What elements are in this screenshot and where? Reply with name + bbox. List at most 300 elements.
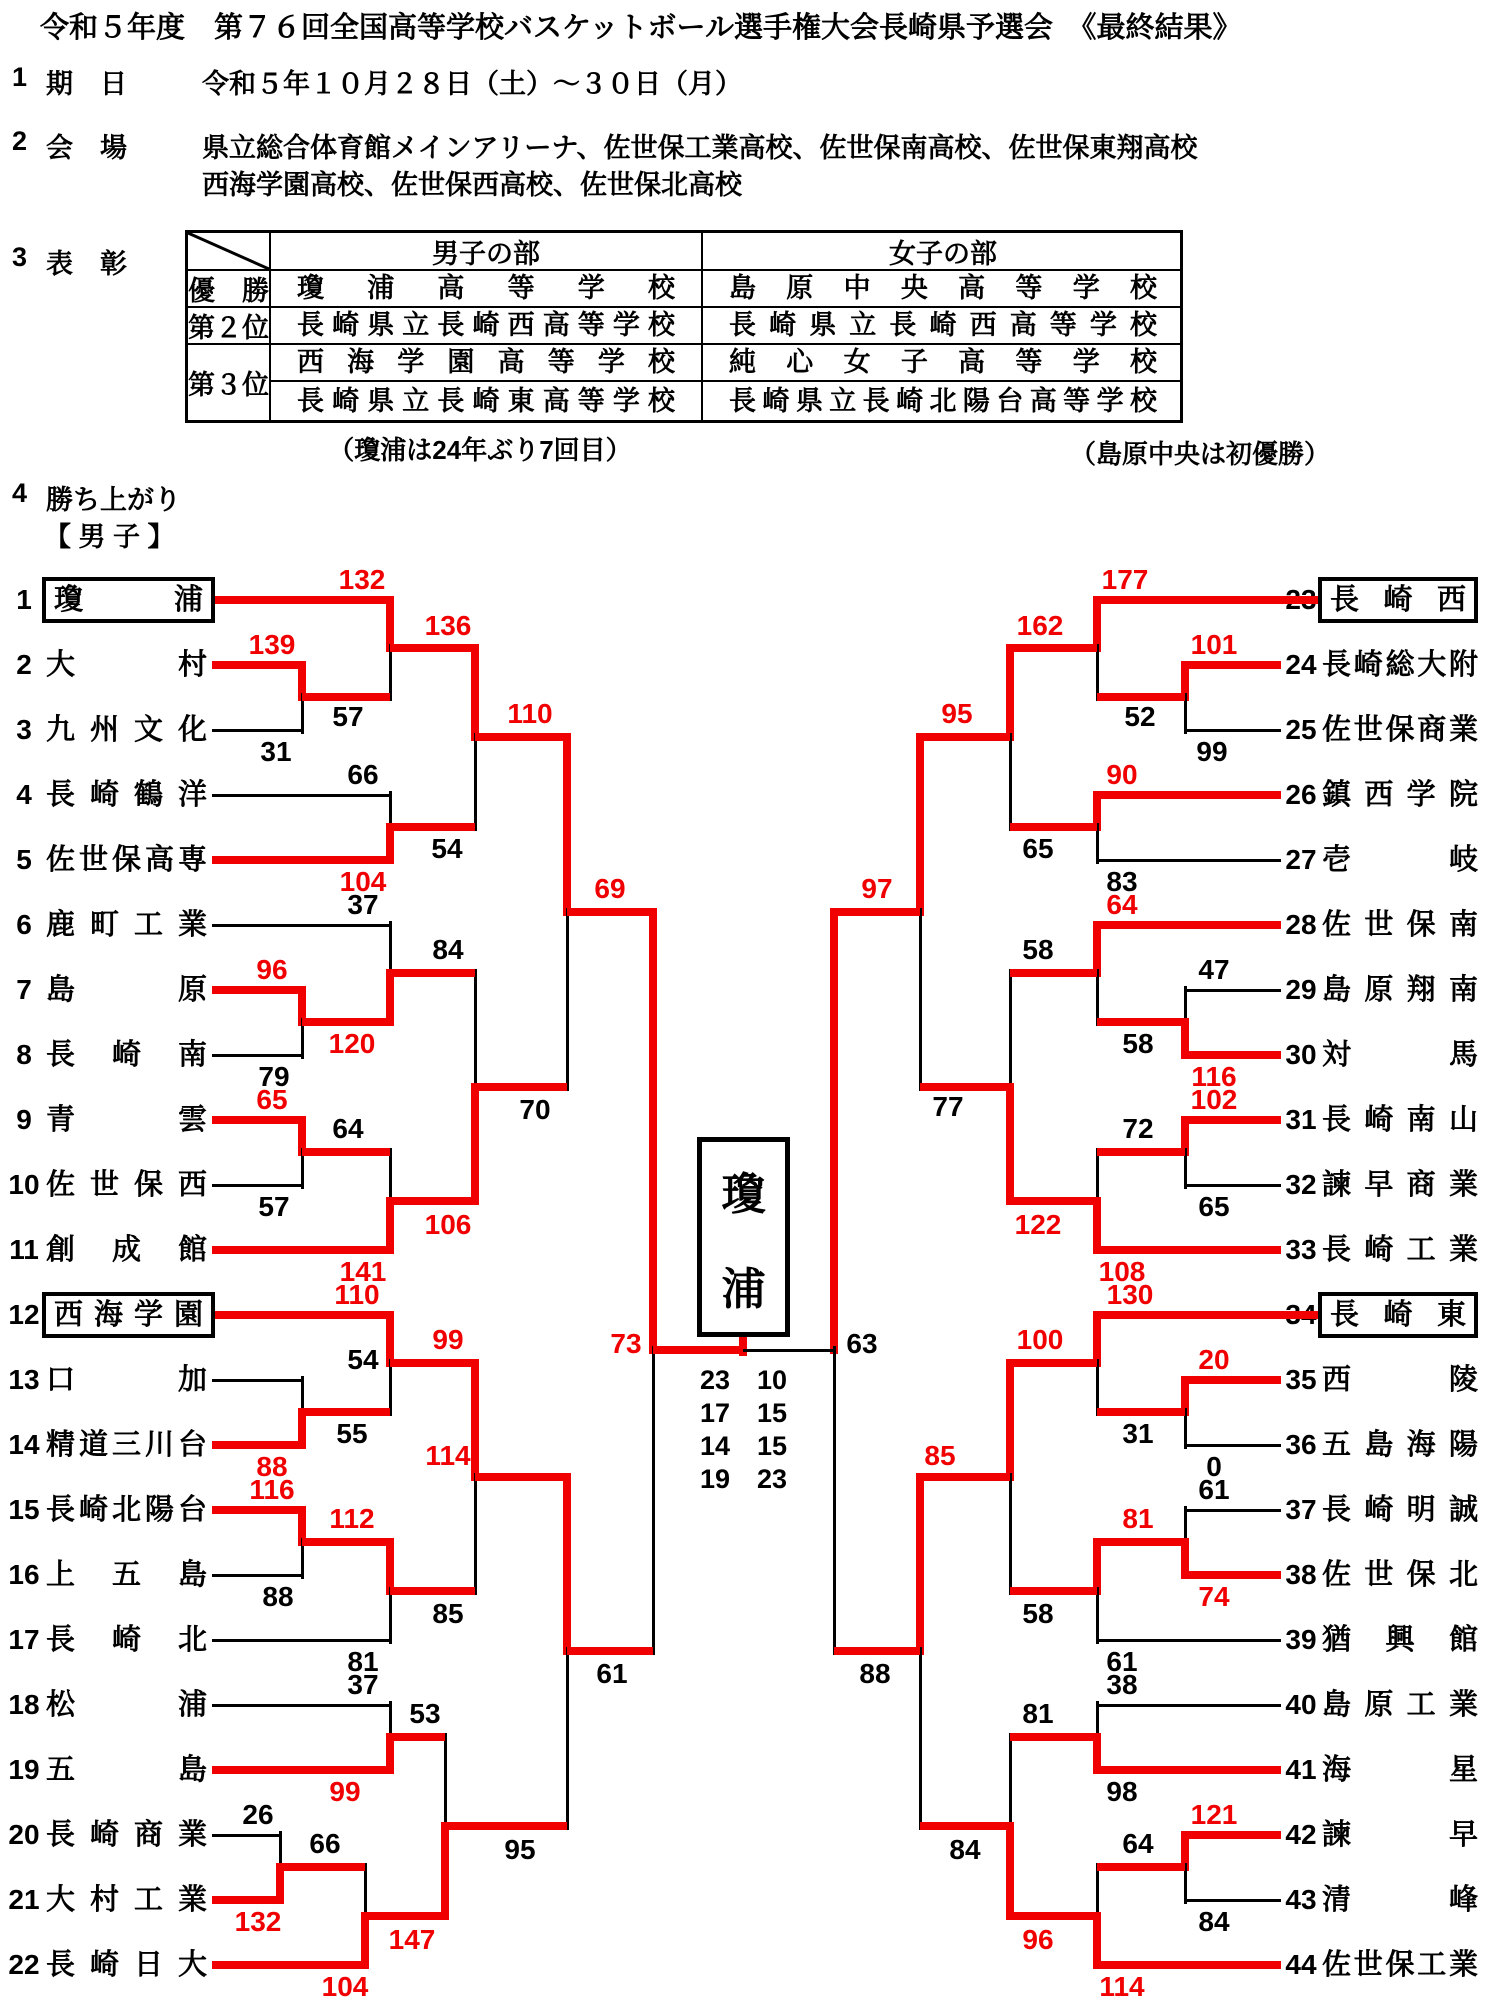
team-box xyxy=(1318,577,1478,623)
team-name: 猶興館 xyxy=(1322,1624,1478,1656)
bracket-line xyxy=(302,1018,390,1026)
bracket-line xyxy=(390,1587,475,1595)
bracket-line xyxy=(474,1473,477,1595)
bracket-line xyxy=(1185,1184,1281,1187)
score-label: 85 xyxy=(924,1440,956,1471)
team-number: 7 xyxy=(16,974,32,1005)
score-label: 84 xyxy=(949,1834,981,1865)
team-number: 43 xyxy=(1285,1884,1317,1915)
bracket-line xyxy=(474,969,477,1091)
bracket-line xyxy=(212,794,390,797)
venue-section-number: 2 xyxy=(12,126,28,156)
team-number: 24 xyxy=(1285,649,1317,680)
score-label: 122 xyxy=(1014,1209,1062,1240)
score-label: 55 xyxy=(336,1418,368,1449)
team-name: 長崎西 xyxy=(1330,584,1466,616)
quarter-score-value: 10 xyxy=(756,1365,787,1395)
score-label: 61 xyxy=(1106,1646,1138,1677)
team-name: 大村 xyxy=(46,649,207,681)
bracket-line xyxy=(212,1766,390,1774)
team-name: 佐世保南 xyxy=(1322,909,1478,941)
team-number: 12 xyxy=(8,1299,40,1330)
quarter-score-value: 14 xyxy=(700,1431,731,1461)
bracket-line xyxy=(1097,1961,1281,1969)
bracket-line xyxy=(390,644,475,652)
team-number: 35 xyxy=(1285,1364,1317,1395)
team-name: 佐世保商業 xyxy=(1322,714,1478,746)
bracket-line xyxy=(1185,1571,1281,1579)
team-name: 佐世保北 xyxy=(1322,1559,1478,1591)
bracket-line xyxy=(302,693,390,701)
team-name: 佐世保工業 xyxy=(1322,1949,1478,1981)
team-name: 長崎日大 xyxy=(46,1949,207,1981)
score-label: 99 xyxy=(432,1324,464,1355)
caption-men: （瓊浦は24年ぶり7回目） xyxy=(328,435,632,465)
team-number: 33 xyxy=(1285,1234,1317,1265)
score-label: 177 xyxy=(1101,564,1149,595)
score-label: 52 xyxy=(1124,701,1156,732)
awards-women-1: 島原中央高等学校 xyxy=(703,271,1183,308)
team-name: 長崎北 xyxy=(46,1624,207,1656)
awards-women-3b: 長崎県立長崎北陽台高等学校 xyxy=(729,385,1157,416)
bracket-line xyxy=(1097,1018,1185,1026)
score-label: 65 xyxy=(1022,833,1054,864)
bracket-line xyxy=(471,1083,479,1205)
score-label: 116 xyxy=(1191,1061,1237,1092)
team-name: 長崎商業 xyxy=(46,1819,207,1851)
team-number: 22 xyxy=(8,1949,40,1980)
score-label: 64 xyxy=(332,1113,364,1144)
team-number: 41 xyxy=(1285,1754,1317,1785)
bracket-line xyxy=(1185,989,1281,992)
score-label: 98 xyxy=(1106,1776,1138,1807)
awards-rank-1: 優 勝 xyxy=(188,271,271,308)
team-number: 37 xyxy=(1285,1494,1317,1525)
bracket-line xyxy=(1097,921,1281,929)
score-label: 61 xyxy=(1198,1474,1230,1505)
bracket-line xyxy=(474,733,477,831)
team-number: 4 xyxy=(16,779,32,810)
team-name: 清峰 xyxy=(1322,1884,1478,1916)
bracket-line xyxy=(1097,596,1318,604)
team-name: 佐世保西 xyxy=(46,1169,207,1201)
quarter-score-value: 17 xyxy=(700,1398,731,1428)
team-number: 18 xyxy=(8,1689,40,1720)
score-label: 88 xyxy=(256,1451,288,1482)
awards-rank-2: 第２位 xyxy=(188,308,271,345)
team-number: 38 xyxy=(1285,1559,1317,1590)
team-name: 西海学園 xyxy=(54,1299,203,1331)
bracket-line xyxy=(1097,1148,1185,1156)
awards-men-3b: 長崎県立長崎東高等学校 xyxy=(271,382,703,420)
score-label: 95 xyxy=(941,698,973,729)
quarter-score-value: 23 xyxy=(756,1464,787,1494)
team-name: 海星 xyxy=(1322,1754,1478,1786)
score-label: 64 xyxy=(1122,1828,1154,1859)
bracket-line xyxy=(653,1346,747,1354)
score-label: 70 xyxy=(519,1094,551,1125)
bracket-line xyxy=(1010,644,1097,652)
bracket-line xyxy=(390,1359,475,1367)
bracket-line xyxy=(1097,1246,1281,1254)
score-label: 81 xyxy=(1022,1698,1054,1729)
score-label: 61 xyxy=(596,1658,628,1689)
team-number: 20 xyxy=(8,1819,40,1850)
bracket-line xyxy=(743,1349,834,1352)
score-label: 81 xyxy=(1122,1503,1154,1534)
team-name: 対馬 xyxy=(1322,1039,1478,1071)
team-name: 五島海陽 xyxy=(1322,1429,1478,1461)
bracket-line xyxy=(365,1912,445,1920)
team-number: 11 xyxy=(9,1234,39,1265)
score-label: 95 xyxy=(504,1834,536,1865)
bracket-line xyxy=(1009,1733,1012,1830)
score-label: 54 xyxy=(431,833,463,864)
bracket-line xyxy=(1097,859,1281,862)
bracket-line xyxy=(1097,693,1185,701)
score-label: 147 xyxy=(388,1924,436,1955)
team-number: 36 xyxy=(1285,1429,1317,1460)
bracket-line xyxy=(563,733,571,916)
bracket-line xyxy=(212,1054,302,1057)
results-section-number: 4 xyxy=(12,478,28,508)
score-label: 121 xyxy=(1190,1799,1238,1830)
score-label: 110 xyxy=(507,698,553,729)
awards-section-label: 表 彰 xyxy=(46,249,127,279)
score-label: 57 xyxy=(258,1191,290,1222)
team-number: 31 xyxy=(1285,1104,1317,1135)
awards-women-3a: 純心女子高等学校 xyxy=(703,345,1183,382)
score-label: 31 xyxy=(1122,1418,1154,1449)
bracket-line xyxy=(471,1359,479,1481)
bracket-line xyxy=(1009,969,1012,1091)
team-number: 14 xyxy=(8,1429,40,1460)
team-number: 3 xyxy=(16,714,32,745)
score-label: 99 xyxy=(329,1776,361,1807)
score-label: 65 xyxy=(1198,1191,1230,1222)
bracket-line xyxy=(566,908,569,1091)
bracket-line xyxy=(471,644,479,741)
score-label: 132 xyxy=(234,1906,282,1937)
score-label: 99 xyxy=(1196,736,1228,767)
score-label: 83 xyxy=(1106,866,1138,897)
bracket-line xyxy=(833,1346,836,1655)
bracket-line xyxy=(475,1083,567,1091)
team-name: 松浦 xyxy=(46,1689,207,1721)
bracket-line xyxy=(830,908,838,1354)
bracket-line xyxy=(1010,823,1097,831)
score-label: 47 xyxy=(1198,954,1230,985)
score-label: 72 xyxy=(1122,1113,1154,1144)
bracket-line xyxy=(389,1587,392,1644)
bracket-line xyxy=(1010,1587,1097,1595)
score-label: 101 xyxy=(1190,629,1238,660)
bracket-line xyxy=(834,1647,920,1655)
team-name: 長崎総大附 xyxy=(1322,649,1478,681)
bracket-line xyxy=(916,1473,924,1655)
quarter-score-value: 23 xyxy=(700,1365,731,1395)
bracket-line xyxy=(212,1506,302,1514)
bracket-line xyxy=(1185,1831,1281,1839)
bracket-line xyxy=(212,1574,302,1577)
team-name: 鹿町工業 xyxy=(46,909,207,941)
venue-line-2: 西海学園高校、佐世保西高校、佐世保北高校 xyxy=(202,170,742,200)
score-label: 102 xyxy=(1190,1084,1238,1115)
team-name: 長崎鶴洋 xyxy=(46,779,207,811)
team-name: 長崎工業 xyxy=(1322,1234,1478,1266)
score-label: 112 xyxy=(329,1503,375,1534)
diagonal-line xyxy=(188,233,269,269)
score-label: 26 xyxy=(242,1799,274,1830)
team-number: 5 xyxy=(16,844,32,875)
team-name: 諫早 xyxy=(1322,1819,1478,1851)
team-name: 長崎北陽台 xyxy=(46,1494,207,1526)
awards-women-2: 長崎県立長崎西高等学校 xyxy=(703,308,1183,345)
bracket-line xyxy=(444,1733,447,1830)
quarter-score-value: 15 xyxy=(756,1431,787,1461)
bracket-line xyxy=(1097,1863,1185,1871)
score-label: 37 xyxy=(347,889,379,920)
team-number: 30 xyxy=(1285,1039,1317,1070)
bracket-line xyxy=(1185,1051,1281,1059)
bracket-line xyxy=(280,1863,365,1871)
team-name: 島原 xyxy=(46,974,207,1006)
team-number: 13 xyxy=(8,1364,40,1395)
bracket-line xyxy=(1185,1376,1281,1384)
score-label: 114 xyxy=(1099,1971,1145,2000)
bracket-line xyxy=(212,1441,302,1449)
bracket-line xyxy=(649,908,657,1354)
score-label: 31 xyxy=(260,736,292,767)
team-name: 九州文化 xyxy=(46,714,207,746)
team-number: 26 xyxy=(1285,779,1317,810)
bracket-line xyxy=(1006,1359,1014,1481)
score-label: 54 xyxy=(347,1344,379,1375)
bracket-line xyxy=(563,1473,571,1655)
bracket-line xyxy=(567,908,653,916)
awards-corner-cell xyxy=(188,233,271,271)
bracket-line xyxy=(212,1379,302,1382)
team-number: 17 xyxy=(8,1624,40,1655)
team-name: 創成館 xyxy=(46,1234,207,1266)
score-label: 0 xyxy=(1206,1451,1222,1482)
score-label: 139 xyxy=(248,629,296,660)
awards-men-3a: 西海学園高等学校 xyxy=(271,345,703,382)
score-label: 97 xyxy=(861,873,893,904)
bracket-line xyxy=(1096,1587,1099,1644)
awards-men-1: 瓊浦高等学校 xyxy=(271,271,703,308)
team-box xyxy=(42,577,215,623)
bracket-line xyxy=(920,1083,1010,1091)
score-label: 65 xyxy=(256,1084,288,1115)
team-number: 21 xyxy=(8,1884,40,1915)
champion-box xyxy=(697,1137,790,1337)
team-number: 42 xyxy=(1285,1819,1317,1850)
score-label: 90 xyxy=(1106,759,1138,790)
awards-header-women: 女子の部 xyxy=(703,233,1183,271)
bracket-line xyxy=(212,856,390,864)
quarter-score-value: 15 xyxy=(756,1398,787,1428)
bracket-line xyxy=(212,1704,390,1707)
quarter-score-row xyxy=(694,1364,793,1397)
team-number: 40 xyxy=(1285,1689,1317,1720)
bracket-line xyxy=(1009,1473,1012,1595)
team-number: 9 xyxy=(16,1104,32,1135)
page-title: 令和５年度 第７６回全国高等学校バスケットボール選手権大会長崎県予選会 《最終結果》 xyxy=(40,12,1242,44)
team-number: 29 xyxy=(1285,974,1317,1005)
caption-women: （島原中央は初優勝） xyxy=(1069,439,1331,469)
score-label: 120 xyxy=(328,1028,376,1059)
bracket-line xyxy=(1185,661,1281,669)
team-name: 長崎南 xyxy=(46,1039,207,1071)
bracket-line xyxy=(1009,733,1012,831)
champion-name-char: 瓊 xyxy=(721,1169,766,1219)
team-name: 島原翔南 xyxy=(1322,974,1478,1006)
score-label: 69 xyxy=(594,873,626,904)
team-name: 佐世保高専 xyxy=(46,844,207,876)
date-value: 令和５年１０月２８日（土）～３０日（月） xyxy=(202,69,742,99)
bracket-line xyxy=(1185,1509,1281,1512)
bracket-line xyxy=(212,924,390,927)
score-label: 64 xyxy=(1106,889,1138,920)
bracket-line xyxy=(1097,1639,1281,1642)
bracket-line xyxy=(1010,969,1097,977)
bracket-line xyxy=(1010,1912,1097,1920)
bracket-line xyxy=(652,1346,655,1655)
score-label: 114 xyxy=(425,1440,471,1471)
bracket-line xyxy=(212,1184,302,1187)
awards-men-2: 長崎県立長崎西高等学校 xyxy=(271,308,703,345)
team-number: 6 xyxy=(16,909,32,940)
score-label: 38 xyxy=(1106,1669,1138,1700)
bracket-line xyxy=(1097,1538,1185,1546)
score-label: 132 xyxy=(338,564,386,595)
score-label: 77 xyxy=(932,1091,964,1122)
bracket-line xyxy=(1185,1899,1281,1902)
bracket-line xyxy=(215,596,390,604)
team-name: 口加 xyxy=(46,1364,207,1396)
bracket-line xyxy=(445,1822,567,1830)
bracket-line xyxy=(1185,729,1281,732)
score-label: 96 xyxy=(256,954,288,985)
team-name: 諫早商業 xyxy=(1322,1169,1478,1201)
bracket-line xyxy=(1185,1444,1281,1447)
score-label: 85 xyxy=(432,1598,464,1629)
bracket-line xyxy=(1097,791,1281,799)
team-number: 19 xyxy=(8,1754,40,1785)
team-name: 鎮西学院 xyxy=(1322,779,1478,811)
bracket-line xyxy=(302,1538,390,1546)
bracket-line xyxy=(212,1116,302,1124)
bracket-line xyxy=(1185,1116,1281,1124)
bracket-line xyxy=(1097,1704,1281,1707)
team-number: 15 xyxy=(8,1494,40,1525)
score-label: 84 xyxy=(1198,1906,1230,1937)
quarter-score-row xyxy=(694,1397,793,1430)
score-label: 79 xyxy=(258,1061,290,1092)
team-name: 瓊浦 xyxy=(54,584,203,616)
score-label: 66 xyxy=(347,759,379,790)
bracket-line xyxy=(1006,1083,1014,1205)
score-label: 106 xyxy=(424,1209,472,1240)
results-section-label: 勝ち上がり xyxy=(46,485,181,515)
team-number: 27 xyxy=(1285,844,1317,875)
score-label: 20 xyxy=(1198,1344,1230,1375)
bracket-line xyxy=(215,1311,390,1319)
score-label: 100 xyxy=(1016,1324,1064,1355)
final-quarter-scores xyxy=(694,1364,793,1496)
score-label: 96 xyxy=(1022,1924,1054,1955)
bracket-line xyxy=(212,1961,365,1969)
score-label: 162 xyxy=(1016,610,1064,641)
score-label: 81 xyxy=(347,1646,379,1677)
bracket-line xyxy=(302,1408,390,1416)
team-name: 長崎東 xyxy=(1330,1299,1466,1331)
quarter-score-value: 19 xyxy=(700,1464,731,1494)
score-label: 88 xyxy=(859,1658,891,1689)
team-name: 大村工業 xyxy=(46,1884,207,1916)
team-number: 32 xyxy=(1285,1169,1317,1200)
score-label: 58 xyxy=(1122,1028,1154,1059)
team-name: 西陵 xyxy=(1322,1364,1478,1396)
score-label: 74 xyxy=(1198,1581,1230,1612)
team-box xyxy=(1318,1292,1478,1338)
team-number: 25 xyxy=(1285,714,1317,745)
bracket-line xyxy=(212,1834,280,1837)
venue-line-1: 県立総合体育館メインアリーナ、佐世保工業高校、佐世保南高校、佐世保東翔高校 xyxy=(202,133,1198,163)
quarter-score-row xyxy=(694,1430,793,1463)
awards-rank-3: 第３位 xyxy=(188,345,271,420)
results-division-label: 【 男 子 】 xyxy=(44,522,175,552)
bracket-line xyxy=(390,1197,475,1205)
team-number: 44 xyxy=(1285,1949,1317,1980)
team-box xyxy=(42,1292,215,1338)
team-name: 島原工業 xyxy=(1322,1689,1478,1721)
team-name: 長崎明誠 xyxy=(1322,1494,1478,1526)
team-number: 10 xyxy=(8,1169,40,1200)
score-label: 66 xyxy=(309,1828,341,1859)
team-number: 16 xyxy=(8,1559,40,1590)
team-name: 精道三川台 xyxy=(46,1429,207,1461)
bracket-line xyxy=(1097,1408,1185,1416)
score-label: 110 xyxy=(334,1279,380,1310)
bracket-line xyxy=(212,986,302,994)
team-name: 青雲 xyxy=(46,1104,207,1136)
score-label: 73 xyxy=(610,1328,642,1359)
date-section-label: 期 日 xyxy=(46,69,127,99)
bracket-line xyxy=(475,733,567,741)
team-number: 39 xyxy=(1285,1624,1317,1655)
team-number: 1 xyxy=(16,584,32,615)
date-section-number: 1 xyxy=(12,62,28,92)
score-label: 108 xyxy=(1098,1256,1146,1287)
score-label: 57 xyxy=(332,701,364,732)
quarter-score-row xyxy=(694,1463,793,1496)
bracket-line xyxy=(390,823,475,831)
bracket-line xyxy=(920,1822,1010,1830)
score-label: 88 xyxy=(262,1581,294,1612)
score-label: 116 xyxy=(249,1474,295,1505)
bracket-line xyxy=(1010,1359,1097,1367)
bracket-line xyxy=(212,661,302,669)
venue-section-label: 会 場 xyxy=(46,133,127,163)
bracket-line xyxy=(916,733,924,916)
bracket-line xyxy=(212,1246,390,1254)
team-name: 五島 xyxy=(46,1754,207,1786)
score-label: 104 xyxy=(321,1971,369,2000)
bracket-line xyxy=(919,1647,922,1830)
bracket-line xyxy=(1010,1733,1097,1741)
